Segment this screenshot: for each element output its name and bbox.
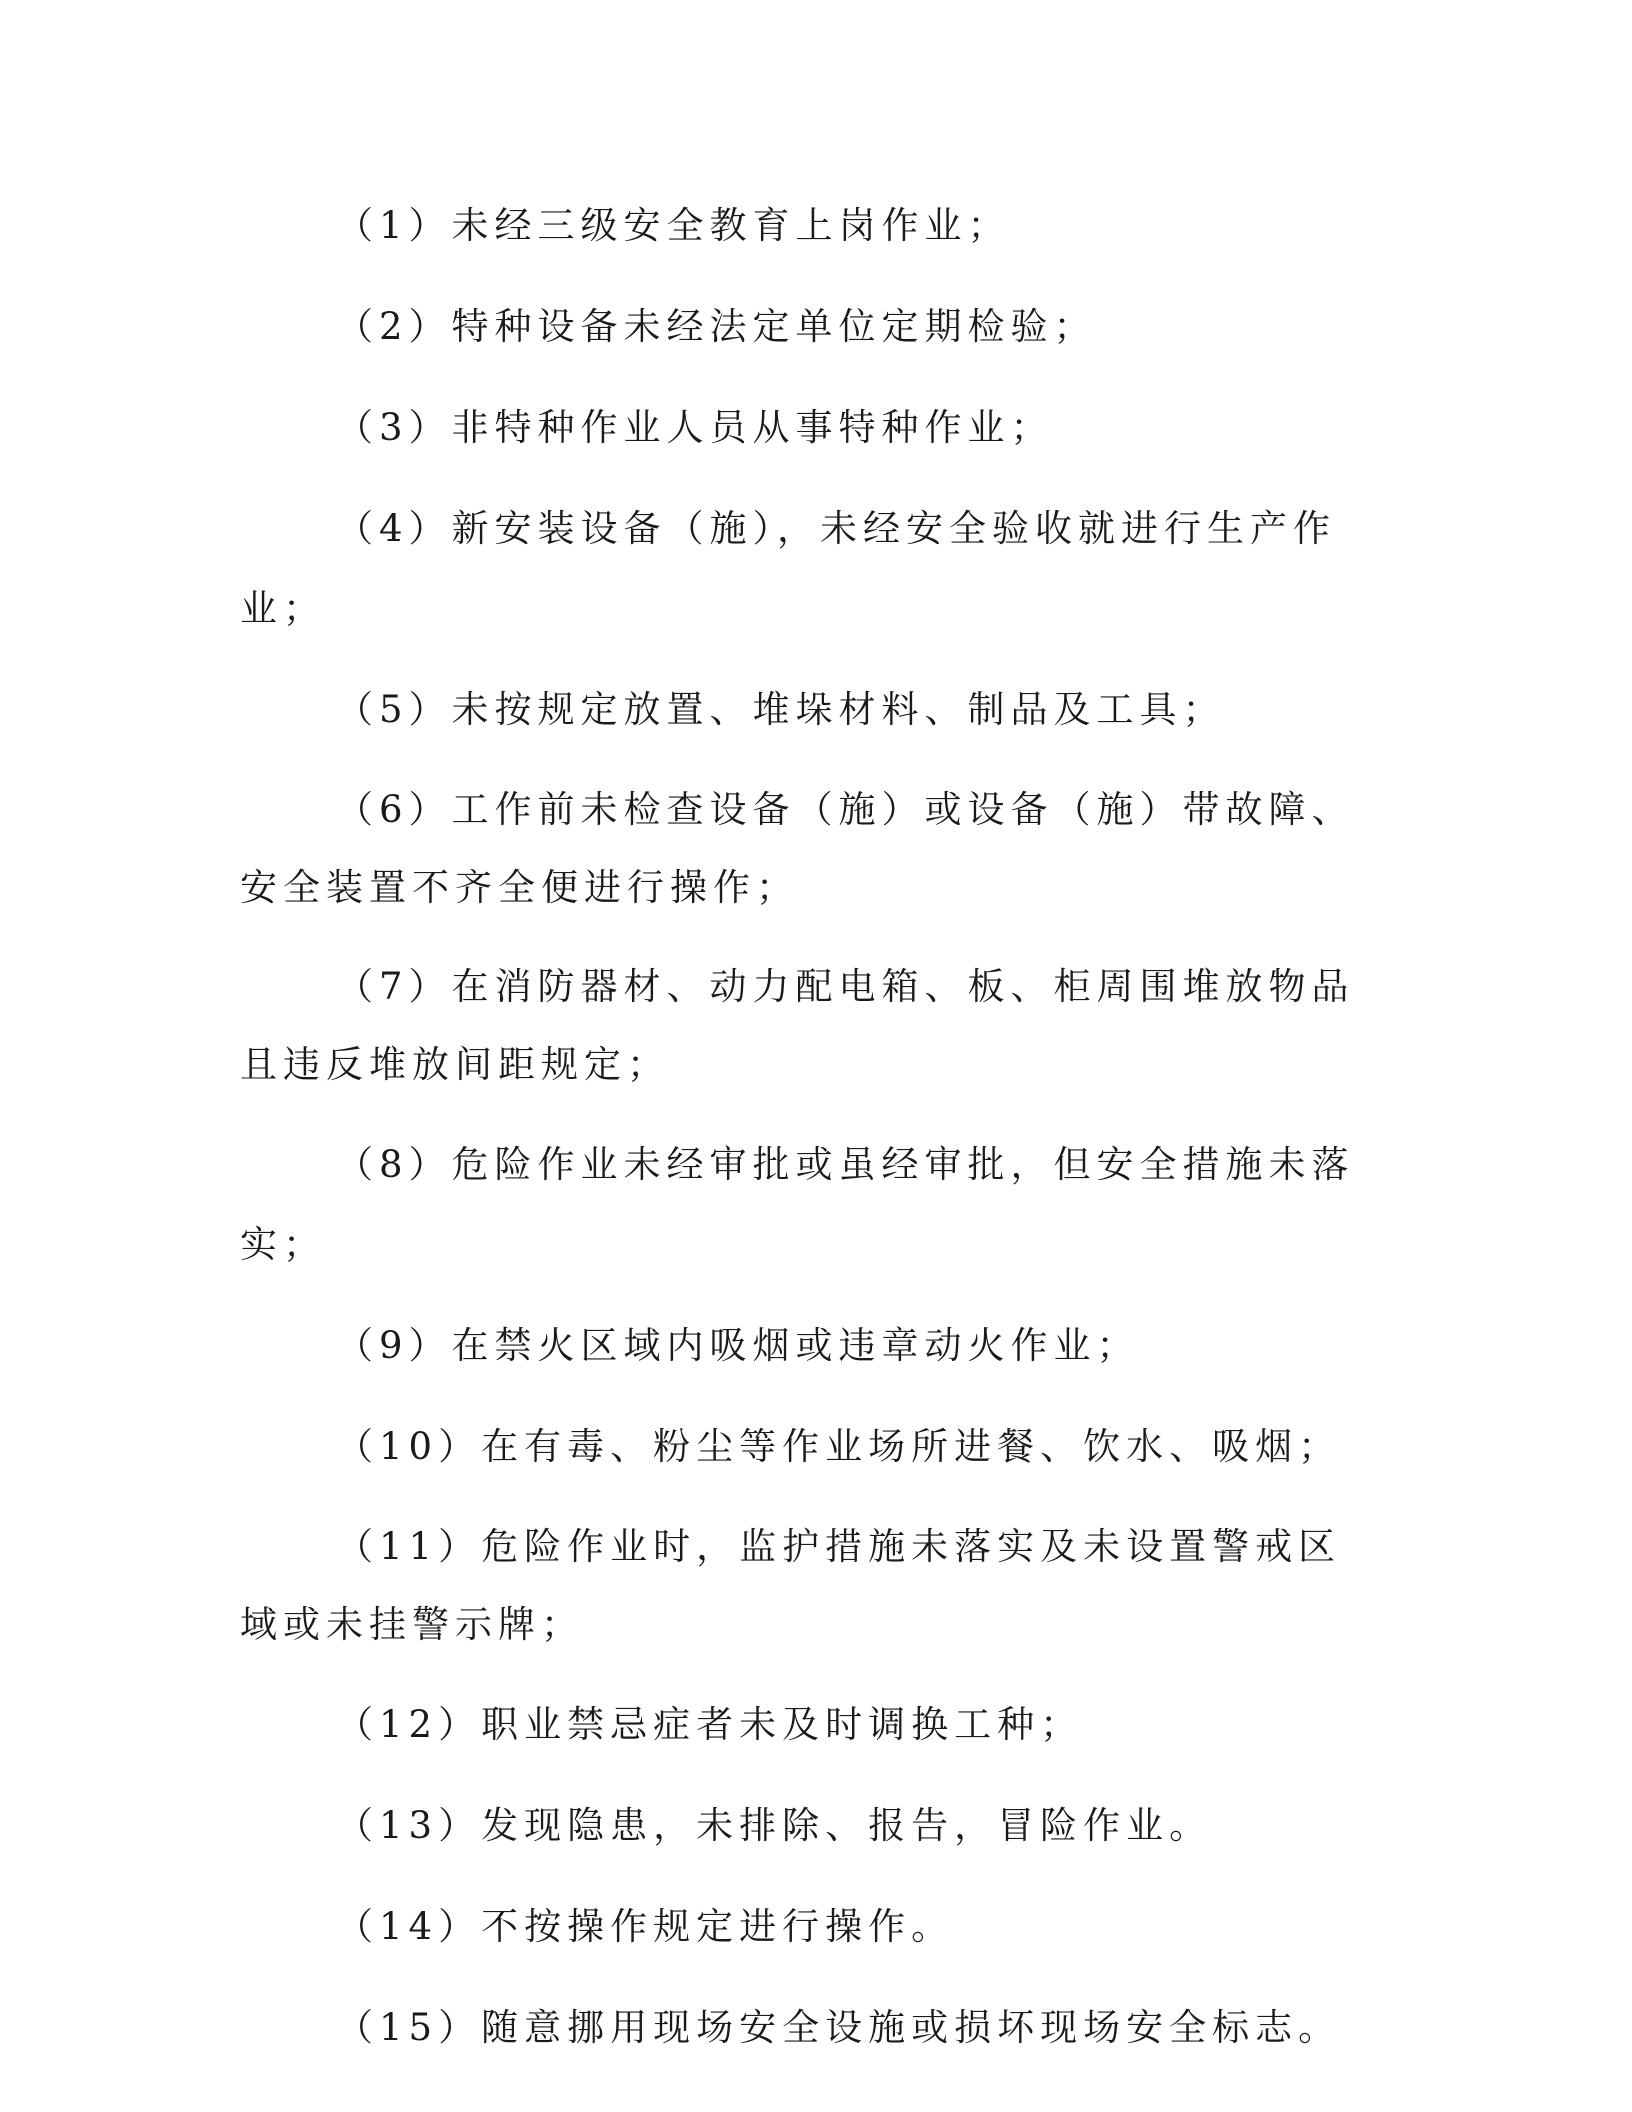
list-item: （15）随意挪用现场安全设施或损坏现场安全标志。 [336,2006,1342,2049]
list-item: （4）新安装设备（施），未经安全验收就进行生产作业； [240,507,1337,630]
list-item: （7）在消防器材、动力配电箱、板、柜周围堆放物品且违反堆放间距规定； [240,965,1355,1086]
list-item: （14）不按操作规定进行操作。 [336,1905,955,1948]
list-item: （11）危险作业时，监护措施未落实及未设置警戒区域或未挂警示牌； [240,1525,1342,1646]
list-item: （9）在禁火区域内吸烟或违章动火作业； [336,1324,1140,1367]
list-item: （6）工作前未检查设备（施）或设备（施）带故障、安全装置不齐全便进行操作； [240,788,1355,909]
violation-list [240,186,1370,2089]
list-item: （3）非特种作业人员从事特种作业； [336,406,1054,449]
list-item: （1）未经三级安全教育上岗作业； [336,204,1011,247]
list-item: （5）未按规定放置、堆垛材料、制品及工具； [336,688,1226,731]
list-item: （12）职业禁忌症者未及时调换工种； [336,1703,1084,1746]
list-item: （8）危险作业未经审批或虽经审批，但安全措施未落实； [240,1143,1355,1266]
list-item: （2）特种设备未经法定单位定期检验； [336,305,1097,348]
list-item: （13）发现隐患，未排除、报告，冒险作业。 [336,1804,1213,1847]
list-item: （10）在有毒、粉尘等作业场所进餐、饮水、吸烟； [336,1425,1342,1468]
